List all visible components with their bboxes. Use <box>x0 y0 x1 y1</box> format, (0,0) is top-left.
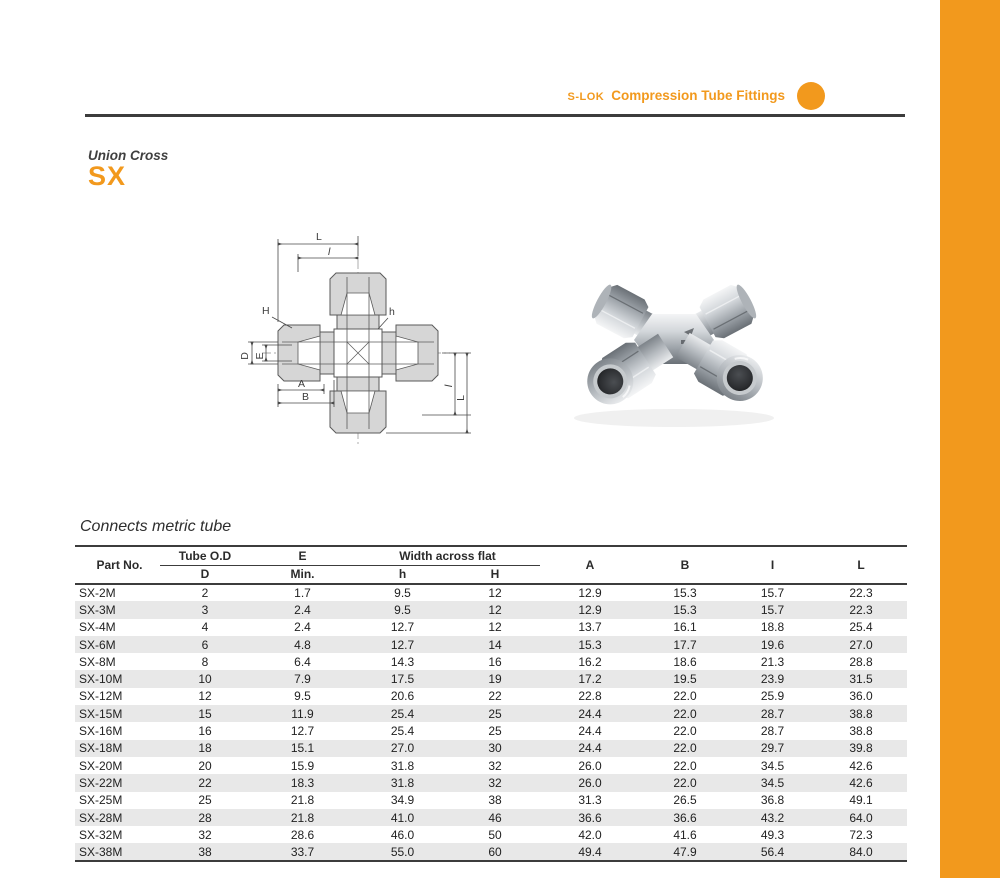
part-no-cell: SX-25M <box>79 793 123 808</box>
table-cell: 6.4 <box>294 654 311 669</box>
table-cell: 26.5 <box>673 793 697 808</box>
table-row <box>75 740 907 757</box>
dim-label-L-right: L <box>455 395 467 401</box>
table-cell: 28.8 <box>849 654 873 669</box>
table-cell: 29.7 <box>760 741 785 756</box>
table-cell: 14 <box>488 637 502 652</box>
table-cell: 50 <box>488 827 502 842</box>
table-cell: 38.8 <box>849 724 873 739</box>
table-cell: 15.1 <box>290 741 315 756</box>
table-cell: 36.0 <box>849 689 873 704</box>
table-cell: 49.1 <box>849 793 873 808</box>
table-cell: 22 <box>488 689 502 704</box>
table-cell: 60 <box>488 844 502 859</box>
table-row <box>75 757 907 774</box>
table-cell: 22.0 <box>673 689 697 704</box>
table-cell: 18.3 <box>290 775 315 790</box>
table-cell: 27.0 <box>390 741 415 756</box>
table-cell: 2 <box>201 586 209 601</box>
table-cell: 38.8 <box>849 706 873 721</box>
table-cell: 9.5 <box>294 689 311 704</box>
table-cell: 25 <box>198 793 212 808</box>
table-cell: 32 <box>198 827 212 842</box>
table-cell: 17.2 <box>578 672 602 687</box>
product-photo <box>538 252 810 432</box>
table-cell: 15.3 <box>578 637 602 652</box>
table-cell: 30 <box>488 741 502 756</box>
table-cell: 12 <box>488 602 502 617</box>
table-cell: 12 <box>488 620 502 635</box>
part-no-cell: SX-2M <box>79 586 116 601</box>
table-row <box>75 774 907 791</box>
table-cell: 46.0 <box>390 827 415 842</box>
table-cell: 31.8 <box>390 758 415 773</box>
table-cell: 28.7 <box>760 706 785 721</box>
table-cell: 15.3 <box>673 586 697 601</box>
table-cell: 46 <box>488 810 502 825</box>
col-header-b: B <box>680 558 690 572</box>
product-photo-svg <box>538 252 810 432</box>
table-cell: 18.6 <box>673 654 697 669</box>
dim-label-H: H <box>262 305 270 317</box>
part-no-cell: SX-16M <box>79 724 123 739</box>
table-row <box>75 601 907 618</box>
table-cell: 1.7 <box>294 586 311 601</box>
col-header-h-small: h <box>398 567 407 582</box>
table-cell: 36.6 <box>578 810 602 825</box>
table-cell: 72.3 <box>849 827 873 842</box>
table-row <box>75 670 907 687</box>
table-cell: 12 <box>198 689 212 704</box>
table-cell: 34.5 <box>760 775 785 790</box>
table-cell: 18.8 <box>760 620 785 635</box>
table-row <box>75 688 907 705</box>
table-cell: 23.9 <box>760 672 785 687</box>
table-cell: 19 <box>488 672 502 687</box>
table-cell: 4 <box>201 620 209 635</box>
table-cell: 2.4 <box>294 602 311 617</box>
table-cell: 22.3 <box>849 602 873 617</box>
col-header-min: Min. <box>290 567 315 582</box>
table-cell: 16.2 <box>578 654 602 669</box>
table-row <box>75 653 907 670</box>
table-cell: 34.5 <box>760 758 785 773</box>
table-cell: 26.0 <box>578 758 602 773</box>
part-no-cell: SX-38M <box>79 844 123 859</box>
table-cell: 36.8 <box>760 793 785 808</box>
table-cell: 38 <box>488 793 502 808</box>
part-no-cell: SX-32M <box>79 827 123 842</box>
part-no-cell: SX-4M <box>79 620 116 635</box>
table-cell: 28.7 <box>760 724 785 739</box>
table-cell: 4.8 <box>294 637 311 652</box>
part-no-cell: SX-18M <box>79 741 123 756</box>
table-cell: 15.3 <box>673 602 697 617</box>
col-header-part-no: Part No. <box>96 558 143 572</box>
table-cell: 13.7 <box>578 620 602 635</box>
table-row <box>75 826 907 843</box>
table-cell: 22 <box>198 775 212 790</box>
orange-side-band <box>940 0 1000 878</box>
table-cell: 12.9 <box>578 602 602 617</box>
table-cell: 41.6 <box>673 827 697 842</box>
table-header <box>75 546 907 584</box>
table-cell: 41.0 <box>390 810 415 825</box>
dim-label-E: E <box>254 352 266 360</box>
table-cell: 18 <box>198 741 212 756</box>
table-cell: 12.7 <box>390 620 415 635</box>
table-cell: 22.0 <box>673 758 697 773</box>
table-cell: 12.7 <box>390 637 415 652</box>
table-cell: 22.0 <box>673 706 697 721</box>
table-cell: 21.8 <box>290 810 315 825</box>
table-cell: 34.9 <box>390 793 415 808</box>
part-no-cell: SX-6M <box>79 637 116 652</box>
part-no-cell: SX-28M <box>79 810 123 825</box>
table-cell: 16.1 <box>673 620 697 635</box>
table-cell: 21.3 <box>760 654 785 669</box>
table-cell: 32 <box>488 775 502 790</box>
header-title: Compression Tube Fittings <box>611 88 785 103</box>
table-cell: 2.4 <box>294 620 311 635</box>
col-header-e: E <box>250 546 355 565</box>
technical-drawing-svg <box>236 224 510 470</box>
section-title: Connects metric tube <box>80 518 232 535</box>
dim-label-l-top: l <box>328 246 331 258</box>
col-header-l: L <box>857 558 865 572</box>
table-cell: 15 <box>198 706 212 721</box>
table-cell: 47.9 <box>673 844 697 859</box>
table-cell: 12.7 <box>290 724 315 739</box>
table-cell: 49.4 <box>578 844 602 859</box>
table-cell: 21.8 <box>290 793 315 808</box>
col-header-tube-od: Tube O.D <box>160 546 250 565</box>
table-cell: 10 <box>198 672 212 687</box>
table-cell: 16 <box>488 654 502 669</box>
table-cell: 22.3 <box>849 586 873 601</box>
header-text <box>568 87 786 105</box>
product-code: SX <box>88 161 127 191</box>
header-rule <box>85 114 905 117</box>
table-cell: 38 <box>198 844 212 859</box>
brand-logo: S-LOK <box>567 91 605 103</box>
table-cell: 49.3 <box>760 827 785 842</box>
col-header-width-across-flat: Width across flat <box>355 546 540 565</box>
table-cell: 25.4 <box>390 724 415 739</box>
col-header-i: I <box>770 558 775 572</box>
part-no-cell: SX-8M <box>79 654 116 669</box>
table-cell: 28.6 <box>290 827 315 842</box>
table-cell: 15.7 <box>760 586 785 601</box>
table-cell: 15.7 <box>760 602 785 617</box>
table-cell: 9.5 <box>394 602 411 617</box>
table-row <box>75 792 907 809</box>
orange-dot-icon <box>797 82 825 110</box>
table-cell: 22.0 <box>673 741 697 756</box>
dim-label-l-right: l <box>443 384 455 388</box>
table-cell: 25.4 <box>390 706 415 721</box>
table-cell: 33.7 <box>290 844 315 859</box>
part-no-cell: SX-20M <box>79 758 123 773</box>
table-cell: 22.8 <box>578 689 602 704</box>
table-cell: 42.0 <box>578 827 602 842</box>
table-cell: 22.0 <box>673 724 697 739</box>
table-row <box>75 636 907 653</box>
table-row <box>75 705 907 722</box>
table-cell: 42.6 <box>849 775 873 790</box>
part-no-cell: SX-22M <box>79 775 123 790</box>
table-cell: 9.5 <box>394 586 411 601</box>
col-header-a: A <box>585 558 595 572</box>
technical-drawing <box>236 224 510 470</box>
table-cell: 31.5 <box>849 672 873 687</box>
table-body <box>75 584 907 861</box>
product-title-block <box>88 148 168 190</box>
table-cell: 20.6 <box>390 689 415 704</box>
product-name: Union Cross <box>88 148 169 163</box>
table-cell: 56.4 <box>760 844 785 859</box>
table-cell: 24.4 <box>578 706 602 721</box>
part-no-cell: SX-15M <box>79 706 123 721</box>
table-cell: 24.4 <box>578 724 602 739</box>
table-row <box>75 809 907 826</box>
table-cell: 55.0 <box>390 844 415 859</box>
dim-label-D: D <box>239 352 251 360</box>
part-no-cell: SX-3M <box>79 602 116 617</box>
table-cell: 25 <box>488 706 502 721</box>
table-cell: 17.7 <box>673 637 697 652</box>
table-cell: 19.6 <box>760 637 785 652</box>
table-cell: 25.9 <box>760 689 785 704</box>
table-cell: 6 <box>201 637 209 652</box>
dim-label-B: B <box>302 391 310 403</box>
table-cell: 27.0 <box>849 637 873 652</box>
table-cell: 84.0 <box>849 844 873 859</box>
table-cell: 20 <box>198 758 212 773</box>
part-no-cell: SX-12M <box>79 689 123 704</box>
col-header-d: D <box>200 567 210 582</box>
table-cell: 28 <box>198 810 212 825</box>
table-cell: 31.3 <box>578 793 602 808</box>
table-cell: 15.9 <box>290 758 315 773</box>
dim-label-h: h <box>389 306 395 318</box>
table-cell: 19.5 <box>673 672 697 687</box>
dim-label-L-top: L <box>316 231 322 243</box>
table-cell: 8 <box>201 654 209 669</box>
table-cell: 22.0 <box>673 775 697 790</box>
table-cell: 14.3 <box>390 654 415 669</box>
col-header-h-big: H <box>490 567 500 582</box>
table-cell: 25.4 <box>849 620 873 635</box>
table-cell: 32 <box>488 758 502 773</box>
table-cell: 25 <box>488 724 502 739</box>
table-row <box>75 584 907 601</box>
table-cell: 43.2 <box>760 810 785 825</box>
table-cell: 16 <box>198 724 212 739</box>
table-cell: 12.9 <box>578 586 602 601</box>
page-header <box>85 84 913 112</box>
table-row <box>75 843 907 860</box>
table-cell: 26.0 <box>578 775 602 790</box>
table-cell: 24.4 <box>578 741 602 756</box>
dim-label-A: A <box>298 378 306 390</box>
part-no-cell: SX-10M <box>79 672 123 687</box>
table-cell: 42.6 <box>849 758 873 773</box>
table-cell: 12 <box>488 586 502 601</box>
table-cell: 7.9 <box>294 672 311 687</box>
table-cell: 39.8 <box>849 741 873 756</box>
table-cell: 11.9 <box>291 706 314 721</box>
table-cell: 36.6 <box>673 810 697 825</box>
table-cell: 3 <box>201 602 209 617</box>
table-cell: 64.0 <box>849 810 873 825</box>
table-row <box>75 619 907 636</box>
spec-table <box>75 545 907 862</box>
table-cell: 31.8 <box>390 775 415 790</box>
table-cell: 17.5 <box>390 672 415 687</box>
table-row <box>75 722 907 739</box>
